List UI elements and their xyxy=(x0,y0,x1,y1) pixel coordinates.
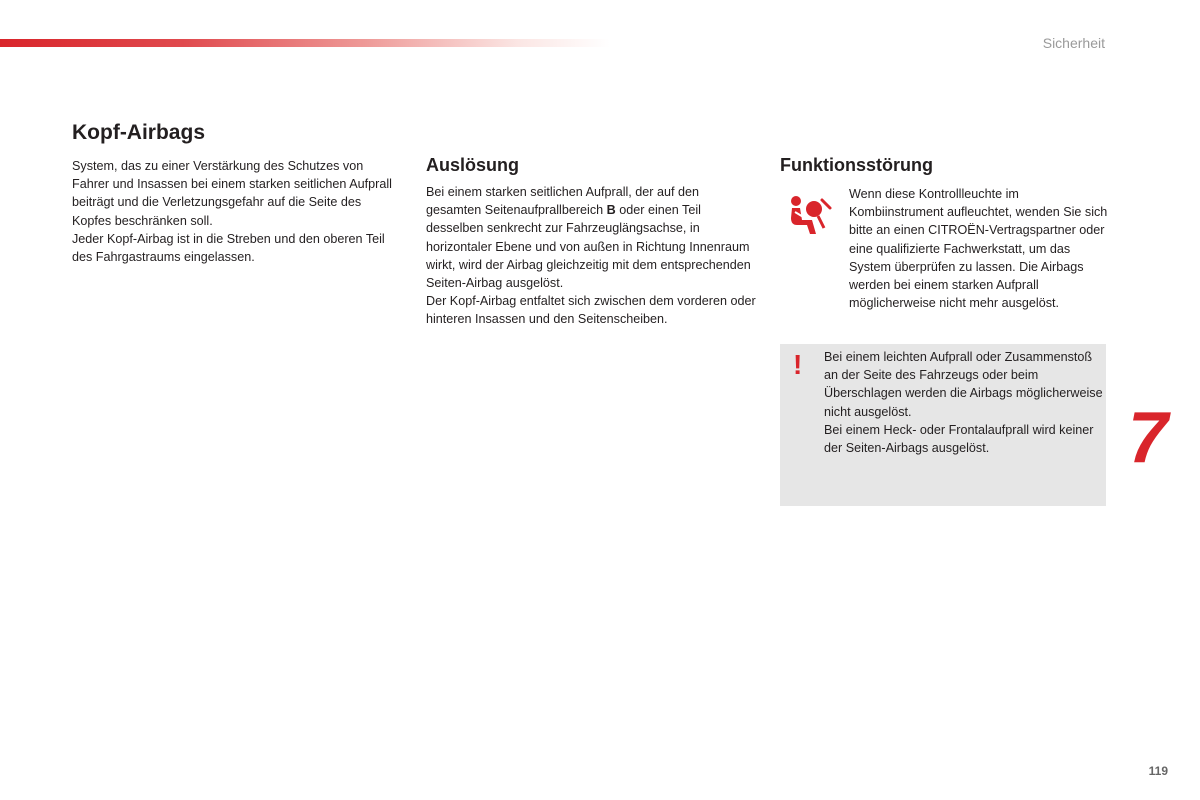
malfunction-paragraph: Wenn diese Kontrollleuchte im Kombiinstrument aufleuchtet, wenden Sie sich bitte an einen CITROËN-Vertragspartner oder eine qualifizierte Fachwerkstatt, um das System überprüfen zu lassen. Die Airbags werden bei einem starken Aufprall möglicherweise nicht mehr ausgelöst. xyxy=(849,187,1108,311)
section-label: Sicherheit xyxy=(1042,35,1105,51)
warning-paragraph-1: Bei einem leichten Aufprall oder Zusammenstoß an der Seite des Fahrzeugs oder beim Überschlagen werden die Airbags möglicherweise nicht ausgelöst. xyxy=(824,350,1103,419)
airbag-warning-light-icon xyxy=(786,194,834,238)
intro-paragraph-2: Jeder Kopf-Airbag ist in die Streben und den oberen Teil des Fahrgastraums eingelassen. xyxy=(72,231,385,265)
deployment-paragraph-2: Der Kopf-Airbag entfaltet sich zwischen dem vorderen oder hinteren Insassen und den Seitenscheiben. xyxy=(426,294,756,327)
intro-paragraph-1: System, das zu einer Verstärkung des Schutzes von Fahrer und Insassen bei einem starken seitlichen Aufprall beiträgt und die Verletzungsgefahr auf die Seite des Kopfes beschränken soll. xyxy=(72,159,392,228)
warning-text xyxy=(824,348,1104,457)
page-title: Kopf-Airbags xyxy=(72,121,205,144)
intro-text xyxy=(72,157,392,266)
warning-paragraph-2: Bei einem Heck- oder Frontalaufprall wird keiner der Seiten-Airbags ausgelöst. xyxy=(824,422,1094,456)
deployment-heading: Auslösung xyxy=(426,155,519,175)
warning-exclamation-icon: ! xyxy=(793,349,803,380)
deployment-paragraph-1 xyxy=(426,183,756,292)
chapter-number: 7 xyxy=(1128,398,1169,478)
deployment-text xyxy=(426,183,756,329)
malfunction-heading: Funktionsstörung xyxy=(780,155,933,175)
deployment-text-part-2: oder einen Teil desselben senkrecht zur Fahrzeuglängsachse, in horizontaler Ebene und von außen in Richtung Innenraum wirkt, wird der Airbag gleichzeitig mit dem entsprechenden Seiten-Airbag ausgelöst. xyxy=(426,203,751,291)
page-number: 119 xyxy=(1148,764,1168,778)
header-accent-bar xyxy=(0,39,610,47)
deployment-text-part-1: Bei einem starken seitlichen Aufprall, der auf den gesamten Seitenaufprallbereich xyxy=(426,185,700,218)
malfunction-text xyxy=(849,185,1111,312)
zone-b-label: B xyxy=(606,203,616,218)
